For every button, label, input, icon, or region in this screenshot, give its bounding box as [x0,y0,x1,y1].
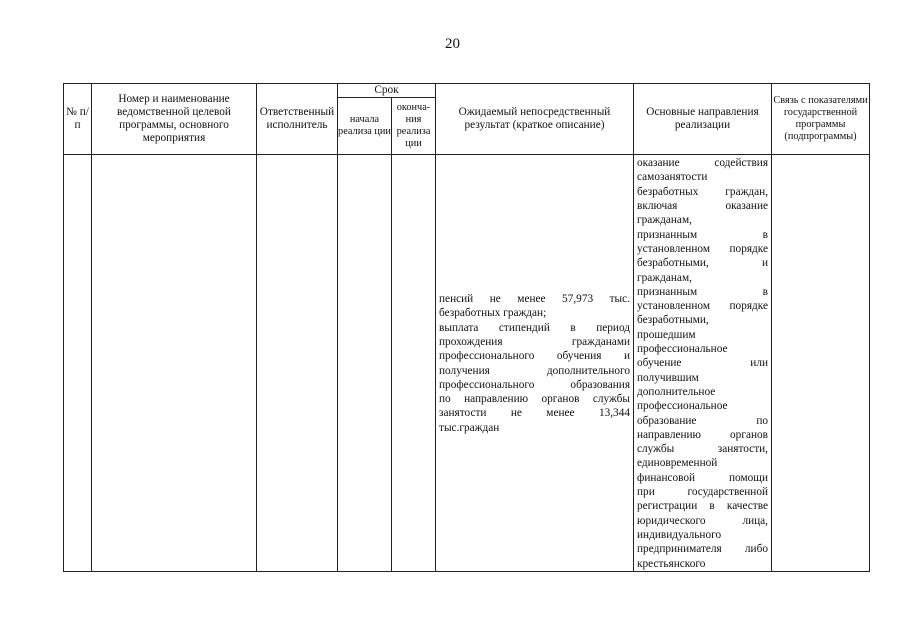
directions-text [634,155,771,571]
text-line: образование по [637,414,769,427]
text-line: получения дополнительного [439,364,631,377]
text-line: индивидуального [637,528,722,541]
text-line: признанным в [637,228,769,241]
table-row [64,155,870,572]
header-end: оконча-ния реализа ции [392,98,436,155]
cell-directions [634,155,772,572]
text-line: оказание содействия [637,157,769,170]
header-result: Ожидаемый непосредственный результат (краткое описание) [436,84,634,155]
text-line: службы занятости, [637,443,769,456]
text-line: по направлению органов службы [439,393,630,406]
cell-result [436,155,634,572]
cell-link [772,155,870,572]
text-line: финансовой помощи [637,471,769,484]
text-line: прохождения гражданами [439,335,631,348]
cell-responsible [257,155,338,572]
text-line: дополнительное [637,385,716,398]
text-line: безработными, [637,314,709,327]
text-line: профессиональное [637,400,728,413]
text-line: пенсий не менее 57,973 тыс. [439,293,630,306]
cell-start [338,155,392,572]
text-line: юридического лица, [637,514,769,527]
cell-num [64,155,92,572]
text-line: единовременной [637,457,718,470]
text-line: профессиональное [637,343,728,356]
text-line: обучение или [637,357,769,370]
text-line: при государственной [637,486,769,499]
text-line: получившим [637,371,699,384]
cell-end [392,155,436,572]
header-term: Срок [338,84,436,98]
text-line: включая оказание [637,200,769,213]
header-directions: Основные направления реализации [634,84,772,155]
text-line: установленном порядке [637,300,769,313]
cell-program [92,155,257,572]
text-line: самозанятости [637,171,708,184]
text-line: признанным в [637,285,769,298]
text-line: тыс.граждан [439,421,500,434]
text-line: безработных граждан, [637,185,769,198]
text-line: гражданам, [637,271,692,284]
text-line: крестьянского [637,557,706,570]
page-number: 20 [445,36,460,52]
header-responsible: Ответственный исполнитель [257,84,338,155]
header-start: начала реализа ции [338,98,392,155]
text-line: предпринимателя либо [637,543,769,556]
result-text [436,291,633,435]
header-num: № п/п [64,84,92,155]
text-line: профессионального обучения и [439,350,630,363]
text-line: гражданам, [637,214,692,227]
text-line: установленном порядке [637,242,769,255]
text-line: безработных граждан; [439,307,547,320]
text-line: безработными, и [637,257,769,270]
header-link: Связь с показателями государственной программы (подпрограммы) [772,84,870,155]
text-line: профессионального образования [439,378,631,391]
text-line: регистрации в качестве [637,500,768,513]
text-line: направлению органов [637,428,769,441]
program-table [63,83,870,572]
text-line: прошедшим [637,328,696,341]
text-line: занятости не менее 13,344 [439,407,631,420]
header-program: Номер и наименование ведомственной целевой программы, основного мероприятия [92,84,257,155]
text-line: выплата стипендий в период [439,321,631,334]
